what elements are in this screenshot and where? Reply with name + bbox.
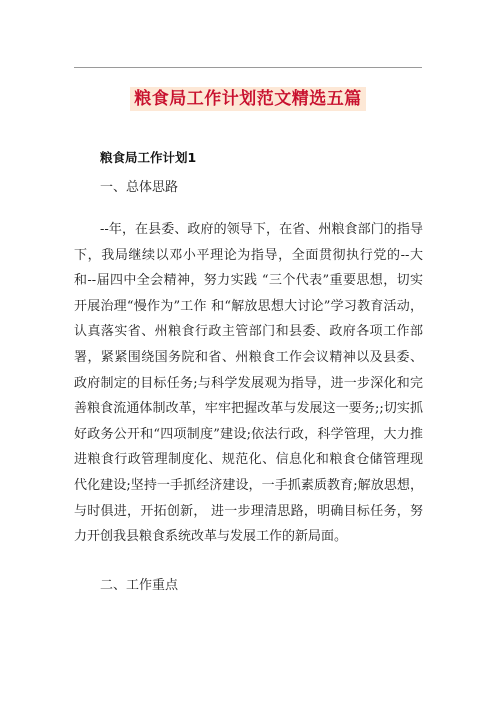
title-container [0,87,496,111]
overall-approach-paragraph: --年，在县委、政府的领导下，在省、州粮食部门的指导下，我局继续以邓小平理论为指导，全面贯彻执行党的--大和--届四中全会精神，努力实践 “三个代表”重要思想，切实开展治理“慢作为”工作 和“解放思想大讨论”学习教育活动，认真落实省、州粮食行政主管部门和县委、政府各项工作部署，紧紧围绕国务院和省、州粮食工作会议精神以及县委、政府制定的目标任务;与科学发展观为指导，进一步深化和完善粮食流通体制改革，牢牢把握改革与发展这一要务;;切实抓好政务公开和“四项制度”建设;依法行政，科学管理，大力推进粮食行政管理制度化、规范化、信息化和粮食仓储管理现代化建设;坚持一手抓经济建设，一手抓素质教育;解放思想，与时俱进，开拓创新， 进一步理清思路，明确目标任务，努力开创我县粮食系统改革与发展工作的新局面。 [74,222,423,545]
section-heading-work-focus: 二、工作重点 [100,578,179,593]
plan-subheading: 粮食局工作计划1 [100,150,197,165]
section-heading-overall-approach: 一、总体思路 [100,180,179,195]
document-title: 粮食局工作计划范文精选五篇 [130,87,366,111]
header-rule [74,67,422,68]
